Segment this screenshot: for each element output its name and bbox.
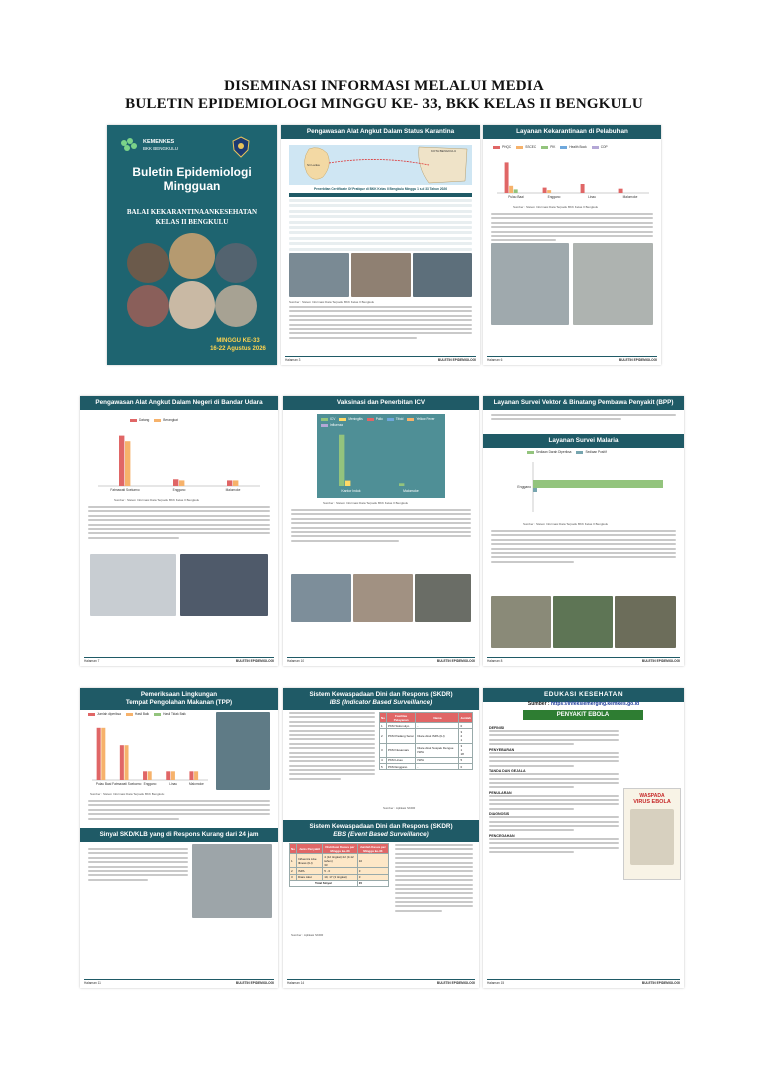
table-cell: PKM Padang Serai (387, 729, 416, 743)
panel-edukasi-title: EDUKASI KESEHATAN (483, 688, 684, 702)
panel-edukasi (483, 688, 684, 988)
table-cell: 3 (290, 874, 297, 880)
panel-ebs-title1: Sistem Kewaspadaan Dini dan Respons (SKDR) (309, 823, 453, 830)
category-label: Enggano (143, 782, 157, 786)
panel-tpp-title (80, 688, 278, 710)
karantina-table (289, 193, 472, 251)
tpp-bar-chart (88, 718, 212, 790)
bar (189, 771, 193, 780)
bar (194, 771, 198, 780)
bar (345, 481, 350, 486)
table-header: Jumlah (459, 713, 473, 723)
table-cell: 3 (357, 874, 388, 880)
panel-tpp-footer: Halaman 11 BULETIN EPIDEMIOLOGI (84, 981, 274, 985)
legend-label: COP (600, 145, 608, 149)
legend-label: PIK (550, 145, 556, 149)
legend-swatch (321, 418, 328, 421)
cover-org1: KEMENKES (143, 139, 175, 145)
category-label: Pulau Baai (95, 782, 112, 786)
tpp-photo (216, 712, 270, 790)
page-title-line2: BULETIN EPIDEMIOLOGI MINGGU KE- 33, BKK KELAS II BENGKULU (125, 96, 643, 112)
edukasi-topic: PENYAKIT EBOLA (523, 710, 643, 720)
edukasi-section-heading: PENULARAN (489, 790, 512, 795)
udara-photo-1 (90, 554, 176, 616)
table-cell: Influenza Like Illness (ILI) (297, 854, 323, 868)
table-cell: 3 1 18 (459, 743, 473, 757)
legend-item (541, 145, 555, 149)
category-label: Enggano (517, 485, 531, 489)
legend-item (527, 450, 571, 454)
ebs-source: Sumber : Aplikasi SKDR (291, 933, 324, 937)
page-title-line1: DISEMINASI INFORMASI MELALUI MEDIA (224, 78, 544, 94)
table-cell: 1 (380, 723, 387, 729)
legend-label: Yellow Fever (416, 417, 435, 421)
panel-vaksinasi (283, 396, 479, 666)
legend-swatch (321, 424, 328, 427)
kemenkes-logo-icon (119, 137, 141, 155)
table-header: Fasilitas Pelayanan (387, 713, 416, 723)
panel-karantina-footer: Halaman 3 BULETIN EPIDEMIOLOGI (285, 358, 476, 362)
vektor-photo-1 (491, 596, 551, 648)
cover-dates: 16-22 Agustus 2026 (210, 346, 266, 352)
panel-vaksinasi-title: Vaksinasi dan Penerbitan ICV (283, 396, 479, 410)
table-cell: Diare Akut Suspek Dengue ISPA (416, 743, 459, 757)
table-cell: PKM Enggano (387, 763, 416, 769)
cover-title-line1: Buletin Epidemiologi (132, 165, 252, 179)
panel-layanan-footer: Halaman 6 BULETIN EPIDEMIOLOGI (487, 358, 657, 362)
edukasi-sections (489, 724, 619, 855)
layanan-source: Sumber : Sistem Informasi Data Terpadu BKK Kelas II Bengkulu (513, 205, 599, 209)
poster-line2: VIRUS EBOLA (633, 799, 671, 805)
legend-label: ICV (330, 417, 336, 421)
legend-swatch (154, 713, 161, 716)
layanan-photo-1 (491, 243, 569, 325)
legend-swatch (367, 418, 374, 421)
bar (125, 441, 130, 486)
vektor-source: Sumber : Sistem Informasi Data Terpadu BKK Kelas II Bengkulu (523, 522, 609, 526)
table-cell: 3 2 1 (459, 729, 473, 743)
panel-vektor-title1: Layanan Survei Vektor & Binatang Pembawa Penyakit (BPP) (483, 396, 684, 410)
vektor-legend (527, 450, 607, 454)
layanan-photo-2 (573, 243, 653, 325)
bkk-emblem-icon (231, 136, 251, 158)
cover-week: MINGGU KE-33 (216, 338, 260, 344)
table-cell: 10 (357, 854, 388, 868)
table-cell: 0 (459, 763, 473, 769)
legend-item (321, 417, 335, 421)
table-header: Nama (416, 713, 459, 723)
bar (619, 189, 623, 193)
bar (505, 162, 509, 193)
legend-swatch (560, 146, 567, 149)
legend-item (493, 145, 511, 149)
legend-item (387, 417, 404, 421)
legend-item (339, 417, 362, 421)
ebs-table (289, 843, 389, 887)
table-cell: - (416, 723, 459, 729)
bar (233, 480, 238, 486)
legend-item (154, 418, 178, 422)
bar (227, 480, 232, 486)
legend-swatch (576, 451, 583, 454)
legend-item (130, 418, 149, 422)
vektor-bar-chart (513, 458, 673, 518)
bar (399, 483, 404, 486)
table-header: Jumlah Kasus per Minggu ke-33 (357, 844, 388, 854)
tpp-source: Sumber : Sistem Informasi Data Terpadu BKK Bengkulu (90, 792, 165, 796)
edukasi-section-heading: PENYEBARAN (489, 747, 515, 752)
legend-swatch (154, 419, 161, 422)
bar (514, 189, 518, 193)
karantina-source: Sumber : Sistem Informasi Data Terpadu BKK Kelas II Bengkulu (289, 300, 375, 304)
poster-image (630, 809, 674, 865)
cover-panel (107, 125, 277, 365)
panel-edukasi-footer: Halaman 15 BULETIN EPIDEMIOLOGI (487, 981, 680, 985)
panel-tpp (80, 688, 278, 988)
legend-label: Influenza (330, 423, 343, 427)
karantina-table-title: Penerbitan Certificate Of Pratique di BKK Kelas II Bengkulu Minggu 1 s.d 33 Tahun 2026 (314, 187, 447, 191)
legend-item (154, 712, 186, 716)
table-cell: 4 (12 tingkat) 22 (3-12 tahun) 33 (323, 854, 358, 868)
table-cell: PKM Nusamaru (387, 743, 416, 757)
karantina-photo-2 (351, 253, 411, 297)
legend-label: Datang (139, 418, 150, 422)
legend-swatch (516, 146, 523, 149)
bar (509, 186, 513, 193)
table-cell: 3 (380, 743, 387, 757)
edukasi-section-heading: DIAGNOSIS (489, 812, 510, 817)
vaksinasi-bar-chart (321, 430, 441, 494)
legend-swatch (339, 418, 346, 421)
layanan-legend (493, 145, 608, 149)
cover-photo-collage (127, 233, 257, 333)
panel-ibs-title2: IBS (Indicator Based Surveillance) (329, 698, 433, 706)
legend-label: Berangkat (163, 418, 178, 422)
table-cell: 5 - 0 (323, 868, 358, 874)
panel-ebs-title2: EBS (Event Based Surveillance) (333, 830, 429, 838)
bar (148, 771, 152, 780)
tpp-legend (88, 712, 186, 716)
table-cell: PKM Sidomulyo (387, 723, 416, 729)
total-label: Total Sinyal (290, 880, 358, 886)
bar (581, 184, 585, 193)
legend-item (592, 145, 608, 149)
legend-swatch (592, 146, 599, 149)
table-cell: Diare Akut ISPA (ILI) (416, 729, 459, 743)
legend-label: Sediaan Positif (585, 450, 607, 454)
legend-swatch (88, 713, 95, 716)
panel-layanan (483, 125, 661, 365)
bar (124, 745, 128, 780)
cover-title-line2: Mingguan (163, 179, 221, 193)
tpp-signal-photo (192, 844, 272, 918)
legend-swatch (541, 146, 548, 149)
legend-swatch (126, 713, 133, 716)
legend-item (516, 145, 536, 149)
karantina-photo-1 (289, 253, 349, 297)
legend-swatch (130, 419, 137, 422)
table-cell: 2 (380, 729, 387, 743)
legend-item (407, 417, 434, 421)
legend-item (367, 417, 383, 421)
panel-skdr-footer: Halaman 14 BULETIN EPIDEMIOLOGI (287, 981, 475, 985)
vaksinasi-photo-1 (291, 574, 351, 622)
cover-subtitle-line1: BALAI KEKARANTINAANKESEHATAN (126, 208, 258, 216)
table-row (380, 729, 473, 743)
bar (120, 745, 124, 780)
edukasi-section-heading: DEFINISI (489, 726, 505, 730)
cover-org2: BKK BENGKULU (143, 146, 179, 151)
bar (166, 771, 170, 780)
udara-legend (130, 418, 178, 422)
category-label: Linau (588, 195, 596, 199)
panel-vaksinasi-footer: Halaman 10 BULETIN EPIDEMIOLOGI (287, 659, 475, 663)
table-cell: 1 (290, 854, 297, 868)
legend-label: Polio (375, 417, 383, 421)
layanan-bar-chart (493, 153, 653, 203)
table-cell: ISPA (297, 868, 323, 874)
vaksinasi-photo-2 (353, 574, 413, 622)
panel-udara-footer: Halaman 7 BULETIN EPIDEMIOLOGI (84, 659, 274, 663)
panel-skdr (283, 688, 479, 988)
bar (173, 479, 178, 486)
table-cell: 2 (290, 868, 297, 874)
panel-udara (80, 396, 278, 666)
bar (101, 728, 105, 780)
legend-label: Health Book (569, 145, 587, 149)
table-cell: Diare Akut (297, 874, 323, 880)
panel-layanan-title: Layanan Kekarantinaan di Pelabuhan (483, 125, 661, 139)
legend-label: Sediaan Darah Diperiksa (536, 450, 572, 454)
legend-label: Hasil Baik (134, 712, 150, 716)
category-label: Linau (169, 782, 178, 786)
table-row (380, 763, 473, 769)
ibs-table (379, 712, 473, 770)
bar (179, 480, 184, 486)
edukasi-source: Sumber : https://infeksiemerging.kemkes.go.id (527, 701, 640, 707)
table-header: No (290, 844, 297, 854)
legend-swatch (527, 451, 534, 454)
edukasi-section-heading: PENCEGAHAN (489, 833, 515, 838)
vektor-photo-2 (553, 596, 613, 648)
table-row (290, 854, 389, 868)
ebola-poster (623, 788, 681, 880)
bar (171, 771, 175, 780)
bar (339, 435, 344, 486)
category-label: Malomoke (622, 195, 638, 199)
vaksinasi-chart-frame (317, 414, 445, 498)
panel-tpp-title1: Pemeriksaan Lingkungan (140, 691, 218, 698)
category-label: Malomoke (403, 489, 419, 493)
panel-tpp-subtitle: Sinyal SKD/KLB yang di Respons Kurang dari 24 jam (80, 828, 278, 842)
cover-subtitle-line2: KELAS II BENGKULU (155, 218, 229, 226)
vaksinasi-source: Sumber : Sistem Informasi Data Terpadu BKK Kelas II Bengkulu (323, 501, 409, 505)
table-cell: 5 (459, 757, 473, 763)
legend-label: Meningitis (348, 417, 363, 421)
table-header: Distribusi Kasus per Minggu ke-33 (323, 844, 358, 854)
vektor-photo-3 (615, 596, 676, 648)
panel-vektor-title2: Layanan Survei Malaria (483, 434, 684, 448)
legend-label: Jumlah diperiksa (97, 712, 121, 716)
legend-label: SSCEC (525, 145, 537, 149)
table-header: Jenis Penyakit (297, 844, 323, 854)
bar (533, 480, 663, 488)
table-cell: 4 (380, 757, 387, 763)
panel-ebs-title (283, 820, 479, 842)
legend-item (321, 423, 343, 427)
category-label: Malomoke (225, 488, 241, 492)
karantina-map (289, 145, 472, 185)
table-cell: 3 (357, 868, 388, 874)
panel-ibs-title (283, 688, 479, 710)
bar (97, 728, 101, 780)
edukasi-source-link[interactable]: https://infeksiemerging.kemkes.go.id (550, 701, 640, 707)
panel-vektor (483, 396, 684, 666)
poster-line1: WASPADA (639, 793, 665, 799)
table-cell: 0 (459, 723, 473, 729)
udara-photo-2 (180, 554, 268, 616)
map-label: KOTA BENGKULU (431, 149, 457, 153)
legend-label: PHQC (502, 145, 512, 149)
legend-item (88, 712, 121, 716)
legend-swatch (493, 146, 500, 149)
table-cell: ISPA (416, 757, 459, 763)
legend-swatch (407, 418, 414, 421)
category-label: Pulau Baai (508, 195, 524, 199)
bar (143, 771, 147, 780)
panel-karantina-title: Pengawasan Alat Angkut Dalam Status Karantina (281, 125, 480, 139)
legend-swatch (387, 418, 394, 421)
legend-label: Hasil Tidak Baik (163, 712, 186, 716)
panel-ibs-title1: Sistem Kewaspadaan Dini dan Respons (SKDR) (309, 691, 453, 698)
bar (119, 436, 124, 486)
table-cell: - (416, 763, 459, 769)
category-label: Enggano (172, 488, 186, 492)
category-label: Kantor Induk (341, 489, 361, 493)
legend-label: Tifoid (395, 417, 404, 421)
panel-karantina (281, 125, 480, 365)
panel-vektor-footer: Halaman 8 BULETIN EPIDEMIOLOGI (487, 659, 680, 663)
bar (543, 188, 547, 193)
panel-tpp-title2: Tempat Pengolahan Makanan (TPP) (125, 698, 233, 706)
legend-item (126, 712, 149, 716)
table-header: No (380, 713, 387, 723)
karantina-photo-3 (413, 253, 472, 297)
panel-udara-title: Pengawasan Alat Angkut Dalam Negeri di Bandar Udara (80, 396, 278, 410)
edukasi-section-heading: TANDA DAN GEJALA (489, 769, 526, 774)
category-label: Fatmawati Soekarno (110, 488, 140, 492)
udara-source: Sumber : Sistem Informasi Data Terpadu BKK Kelas II Bengkulu (114, 498, 200, 502)
bar (547, 190, 551, 193)
category-label: Fatmawati Soekarno (112, 782, 142, 786)
ibs-source: Sumber : Aplikasi SKDR (383, 806, 416, 810)
table-cell: PKM Linau (387, 757, 416, 763)
map-label2: Sri Lanka (307, 163, 320, 167)
udara-bar-chart (94, 426, 264, 496)
category-label: Enggano (547, 195, 561, 199)
table-cell: 5 (380, 763, 387, 769)
bar (533, 488, 537, 492)
legend-item (576, 450, 606, 454)
table-cell: 10, 17 (3 tingkat) (323, 874, 358, 880)
vaksinasi-legend (321, 417, 441, 427)
total-value: 15 (357, 880, 388, 886)
table-total-row (290, 880, 389, 886)
category-label: Malomoke (189, 782, 204, 786)
table-row (380, 743, 473, 757)
legend-item (560, 145, 586, 149)
vaksinasi-photo-3 (415, 574, 471, 622)
